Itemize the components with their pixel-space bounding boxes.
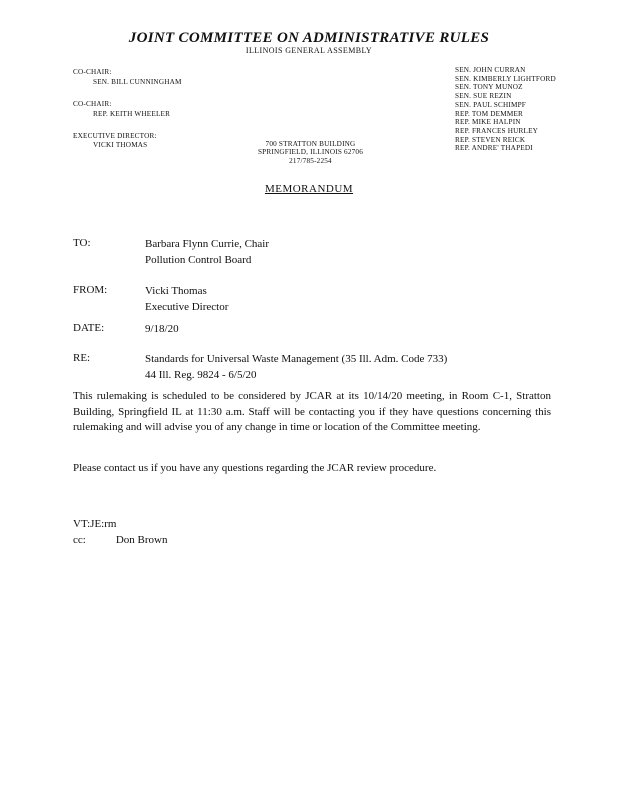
sender-name: Vicki Thomas xyxy=(145,285,207,297)
member-name: REP. MIKE HALPIN xyxy=(455,118,521,127)
sender-title: Executive Director xyxy=(145,301,229,313)
memorandum-heading: MEMORANDUM xyxy=(264,183,354,195)
co-chair-name: REP. KEITH WHEELER xyxy=(93,110,171,118)
executive-director-name: VICKI THOMAS xyxy=(93,141,148,149)
typist-initials: VT:JE:rm xyxy=(73,518,117,530)
co-chair-name: SEN. BILL CUNNINGHAM xyxy=(93,78,182,86)
body-paragraph: This rulemaking is scheduled to be considered by JCAR at its 10/14/20 meeting, in Room C-1, Stratton Building, Springfield IL at 11:30 a.m. Staff will be contacting you if they have questions concerning this rulemaking and will advise you of any change in time or location of the Committee meeting. xyxy=(73,390,551,433)
member-name: REP. TOM DEMMER xyxy=(455,109,524,118)
cc-name: Don Brown xyxy=(115,534,168,546)
cc-line xyxy=(73,532,167,548)
member-name: SEN. JOHN CURRAN xyxy=(455,66,526,74)
re-label: RE: xyxy=(73,352,91,364)
committee-title: JOINT COMMITTEE ON ADMINISTRATIVE RULES xyxy=(128,30,490,46)
re-value xyxy=(145,351,447,383)
office-address xyxy=(248,140,373,165)
register-citation: 44 Ill. Reg. 9824 - 6/5/20 xyxy=(145,369,257,381)
co-chair-label: CO-CHAIR: xyxy=(73,100,112,108)
to-label: TO: xyxy=(73,237,91,249)
member-name: SEN. TONY MUNOZ xyxy=(455,83,523,92)
recipient-org: Pollution Control Board xyxy=(145,254,252,266)
from-value xyxy=(145,283,228,315)
from-label: FROM: xyxy=(73,284,108,296)
address-line: 700 STRATTON BUILDING xyxy=(265,140,356,148)
committee-members-list xyxy=(455,66,556,153)
executive-director-label: EXECUTIVE DIRECTOR: xyxy=(73,132,157,140)
member-name: SEN. KIMBERLY LIGHTFORD xyxy=(455,74,556,83)
body-paragraph: Please contact us if you have any questions regarding the JCAR review procedure. xyxy=(73,462,437,474)
member-name: REP. FRANCES HURLEY xyxy=(455,126,539,135)
to-value xyxy=(145,236,269,268)
address-line: SPRINGFIELD, ILLINOIS 62706 xyxy=(257,148,364,157)
member-name: SEN. PAUL SCHIMPF xyxy=(455,100,526,109)
recipient-name: Barbara Flynn Currie, Chair xyxy=(145,238,270,250)
assembly-subtitle: ILLINOIS GENERAL ASSEMBLY xyxy=(245,46,373,55)
member-name: SEN. SUE REZIN xyxy=(455,92,512,101)
member-name: REP. ANDRE' THAPEDI xyxy=(455,144,533,153)
date-label: DATE: xyxy=(73,322,105,334)
date-value: 9/18/20 xyxy=(145,323,179,335)
co-chair-label: CO-CHAIR: xyxy=(73,68,112,76)
address-phone: 217/785-2254 xyxy=(289,156,332,165)
subject-line: Standards for Universal Waste Management (35 Ill. Adm. Code 733) xyxy=(145,353,448,365)
cc-label: cc: xyxy=(73,534,86,546)
member-name: REP. STEVEN REICK xyxy=(455,135,526,144)
